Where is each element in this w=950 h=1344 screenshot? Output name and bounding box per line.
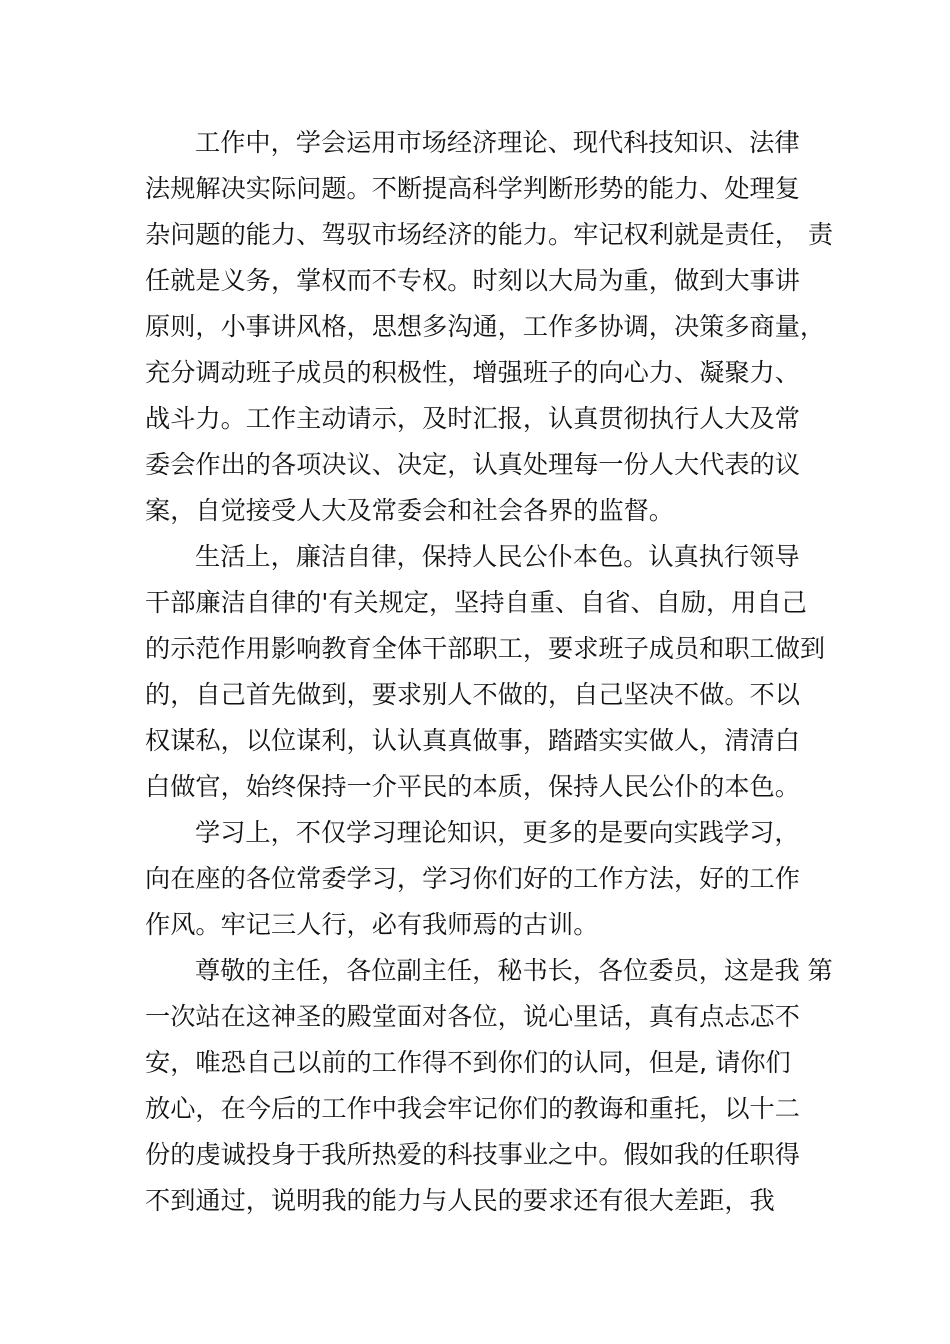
text-line: 杂问题的能力、驾驭市场经济的能力。牢记权利就是责任， 责 xyxy=(145,220,834,249)
text-line: 安，唯恐自己以前的工作得不到你们的认同，但是, 请你们 xyxy=(145,1048,791,1077)
text-line: 战斗力。工作主动请示，及时汇报，认真贯彻执行人大及常 xyxy=(145,404,800,433)
text-line: 原则，小事讲风格，思想多沟通，工作多协调，决策多商量， xyxy=(145,312,826,341)
text-line: 充分调动班子成员的积极性，增强班子的向心力、凝聚力、 xyxy=(145,358,800,387)
text-line: 放心，在今后的工作中我会牢记你们的教诲和重托，以十二 xyxy=(145,1094,800,1123)
text-line: 生活上，廉洁自律，保持人民公仆本色。认真执行领导 xyxy=(195,542,800,571)
text-line: 白做官，始终保持一介平民的本质，保持人民公仆的本色。 xyxy=(145,772,800,801)
text-line: 干部廉洁自律的'有关规定，坚持自重、自省、自励，用自己 xyxy=(145,588,807,617)
text-line: 工作中，学会运用市场经济理论、现代科技知识、法律 xyxy=(195,128,800,157)
text-line: 尊敬的主任，各位副主任，秘书长，各位委员，这是我 第 xyxy=(195,956,833,985)
text-line: 的示范作用影响教育全体干部职工，要求班子成员和职工做到 xyxy=(145,634,826,663)
text-line: 不到通过，说明我的能力与人民的要求还有很大差距，我 xyxy=(145,1186,775,1215)
text-line: 学习上，不仅学习理论知识，更多的是要向实践学习， xyxy=(195,818,800,847)
text-line: 向在座的各位常委学习，学习你们好的工作方法，好的工作 xyxy=(145,864,800,893)
text-line: 委会作出的各项决议、决定，认真处理每一份人大代表的议 xyxy=(145,450,800,479)
text-line: 作风。牢记三人行，必有我师焉的古训。 xyxy=(145,910,599,939)
text-line: 的，自己首先做到，要求别人不做的，自己坚决不做。不以 xyxy=(145,680,800,709)
text-line: 法规解决实际问题。不断提高科学判断形势的能力、处理复 xyxy=(145,174,800,203)
text-line: 权谋私，以位谋利，认认真真做事，踏踏实实做人，清清白 xyxy=(145,726,800,755)
text-line: 任就是义务，掌权而不专权。时刻以大局为重，做到大事讲 xyxy=(145,266,800,295)
text-line: 案，自觉接受人大及常委会和社会各界的监督。 xyxy=(145,496,674,525)
text-line: 一次站在这神圣的殿堂面对各位，说心里话，真有点忐忑不 xyxy=(145,1002,800,1031)
document-body xyxy=(145,120,835,1224)
text-line: 份的虔诚投身于我所热爱的科技事业之中。假如我的任职得 xyxy=(145,1140,800,1169)
